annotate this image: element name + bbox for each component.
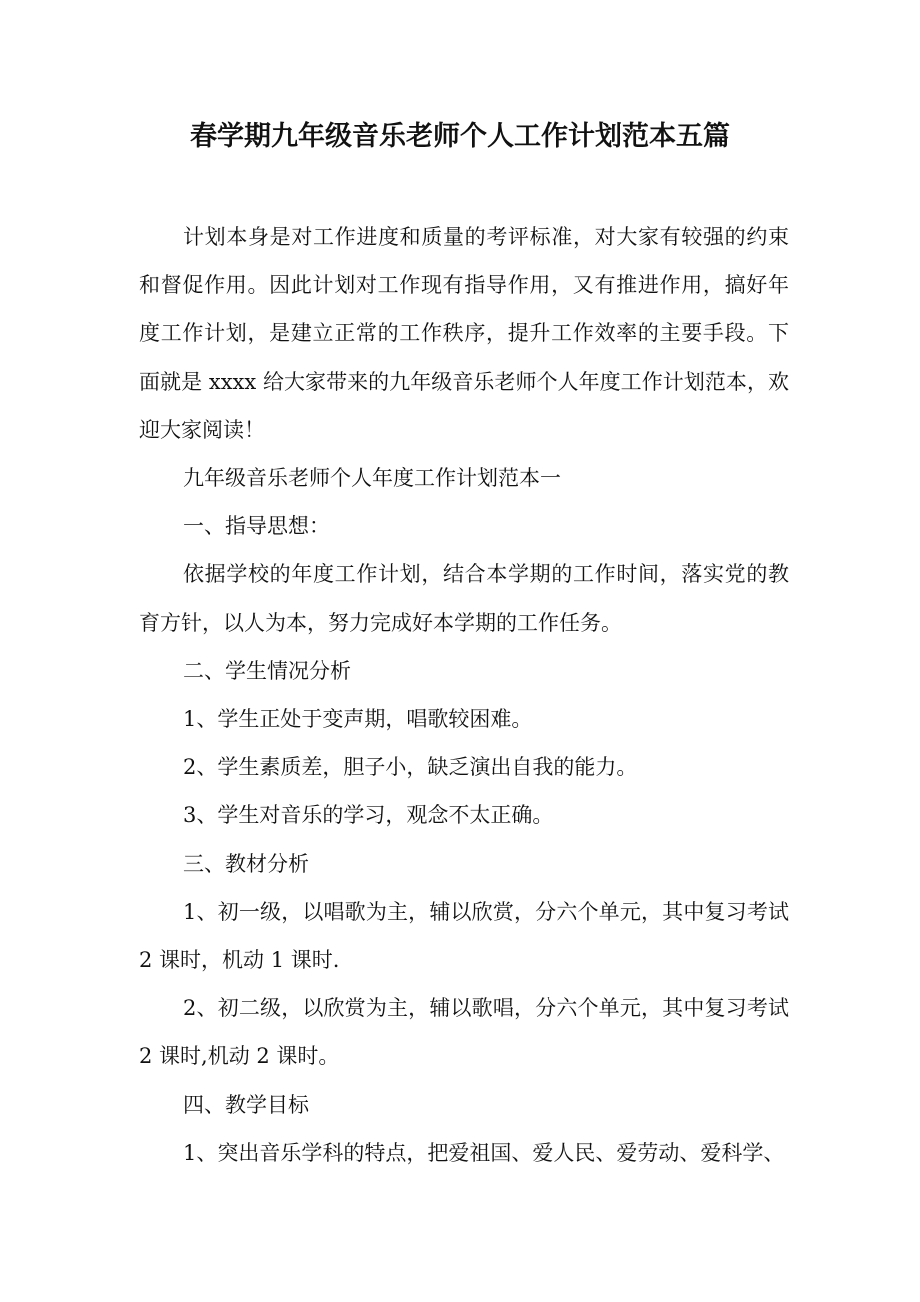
document-body [139, 213, 789, 1177]
list-item-goal-1: 1、突出音乐学科的特点，把爱祖国、爱人民、爱劳动、爱科学、 [183, 1140, 785, 1165]
list-item-student-2: 2、学生素质差，胆子小，缺乏演出自我的能力。 [183, 755, 638, 780]
section-heading-student-analysis: 二、学生情况分析 [183, 658, 351, 683]
list-item-student-3: 3、学生对音乐的学习，观念不太正确。 [183, 803, 554, 828]
section-heading-guiding-thought: 一、指导思想： [183, 514, 330, 539]
section-heading-teaching-goals: 四、教学目标 [183, 1092, 309, 1117]
paragraph-guiding-thought: 依据学校的年度工作计划，结合本学期的工作时间，落实党的教育方针，以人为本，努力完成好本学期的工作任务。 [139, 562, 789, 635]
list-item-student-1: 1、学生正处于变声期，唱歌较困难。 [183, 707, 533, 732]
section-heading-textbook-analysis: 三、教材分析 [183, 851, 309, 876]
list-item-textbook-2: 2、初二级，以欣赏为主，辅以歌唱，分六个单元，其中复习考试 2 课时,机动 2 课时。 [139, 996, 789, 1069]
intro-paragraph: 计划本身是对工作进度和质量的考评标准，对大家有较强的约束和督促作用。因此计划对工作现有指导作用，又有推进作用，搞好年度工作计划，是建立正常的工作秩序，提升工作效率的主要手段。下面就是 xxxx 给大家带来的九年级音乐老师个人年度工作计划范本，欢迎大家阅读！ [139, 225, 789, 442]
section-heading-plan-one: 九年级音乐老师个人年度工作计划范本一 [183, 466, 561, 491]
document-title: 春学期九年级音乐老师个人工作计划范本五篇 [190, 121, 730, 152]
list-item-textbook-1: 1、初一级，以唱歌为主，辅以欣赏，分六个单元，其中复习考试 2 课时，机动 1 课时. [139, 899, 789, 973]
